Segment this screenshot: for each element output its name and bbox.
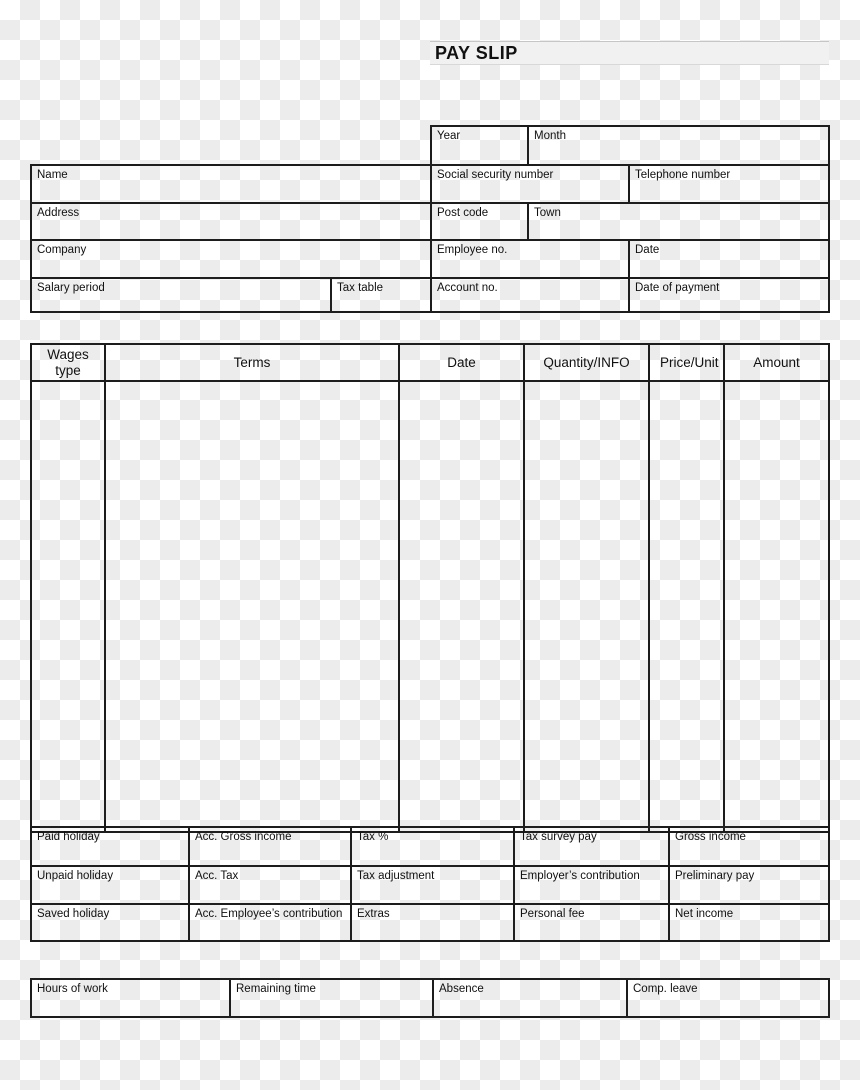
field-post-code: Post code [431, 203, 528, 240]
field-absence: Absence [433, 979, 627, 1017]
summary-totals-table [30, 826, 830, 942]
column-header-quantity-info: Quantity/INFO [524, 344, 649, 381]
field-acc-employees-contribution: Acc. Employee’s contribution [189, 904, 351, 941]
page-title: PAY SLIP [435, 43, 518, 63]
field-hours-of-work: Hours of work [31, 979, 230, 1017]
field-remaining-time: Remaining time [230, 979, 433, 1017]
field-tax-survey-pay: Tax survey pay [514, 827, 669, 866]
field-extras: Extras [351, 904, 514, 941]
field-acc-tax: Acc. Tax [189, 866, 351, 904]
items-column-quantity-info [524, 381, 649, 832]
field-net-income: Net income [669, 904, 829, 941]
column-header-wages-type: Wages type [31, 344, 105, 381]
employee-info-form [30, 125, 830, 313]
field-company: Company [31, 240, 431, 278]
column-header-terms: Terms [105, 344, 399, 381]
field-year: Year [431, 126, 528, 165]
field-saved-holiday: Saved holiday [31, 904, 189, 941]
items-column-amount [724, 381, 829, 832]
field-tax-adjustment: Tax adjustment [351, 866, 514, 904]
title-bar [430, 41, 829, 65]
column-header-date: Date [399, 344, 524, 381]
work-time-footer-table [30, 978, 830, 1018]
field-unpaid-holiday: Unpaid holiday [31, 866, 189, 904]
wages-items-table [30, 343, 830, 833]
field-salary-period: Salary period [31, 278, 331, 312]
field-acc-gross-income: Acc. Gross income [189, 827, 351, 866]
column-header-amount: Amount [724, 344, 829, 381]
field-telephone-number: Telephone number [629, 165, 829, 203]
items-column-terms [105, 381, 399, 832]
empty-area [31, 126, 431, 165]
field-address: Address [31, 203, 431, 240]
column-header-price-unit: Price/Unit [649, 344, 724, 381]
field-comp-leave: Comp. leave [627, 979, 829, 1017]
field-paid-holiday: Paid holiday [31, 827, 189, 866]
field-month: Month [528, 126, 829, 165]
field-town: Town [528, 203, 829, 240]
items-column-date [399, 381, 524, 832]
field-gross-income: Gross income [669, 827, 829, 866]
field-employee-no: Employee no. [431, 240, 629, 278]
field-date: Date [629, 240, 829, 278]
field-account-no: Account no. [431, 278, 629, 312]
items-column-wages-type [31, 381, 105, 832]
field-preliminary-pay: Preliminary pay [669, 866, 829, 904]
field-social-security-number: Social security number [431, 165, 629, 203]
field-date-of-payment: Date of payment [629, 278, 829, 312]
field-tax-table: Tax table [331, 278, 431, 312]
field-tax-percent: Tax % [351, 827, 514, 866]
field-employers-contribution: Employer’s contribution [514, 866, 669, 904]
items-column-price-unit [649, 381, 724, 832]
field-personal-fee: Personal fee [514, 904, 669, 941]
field-name: Name [31, 165, 431, 203]
